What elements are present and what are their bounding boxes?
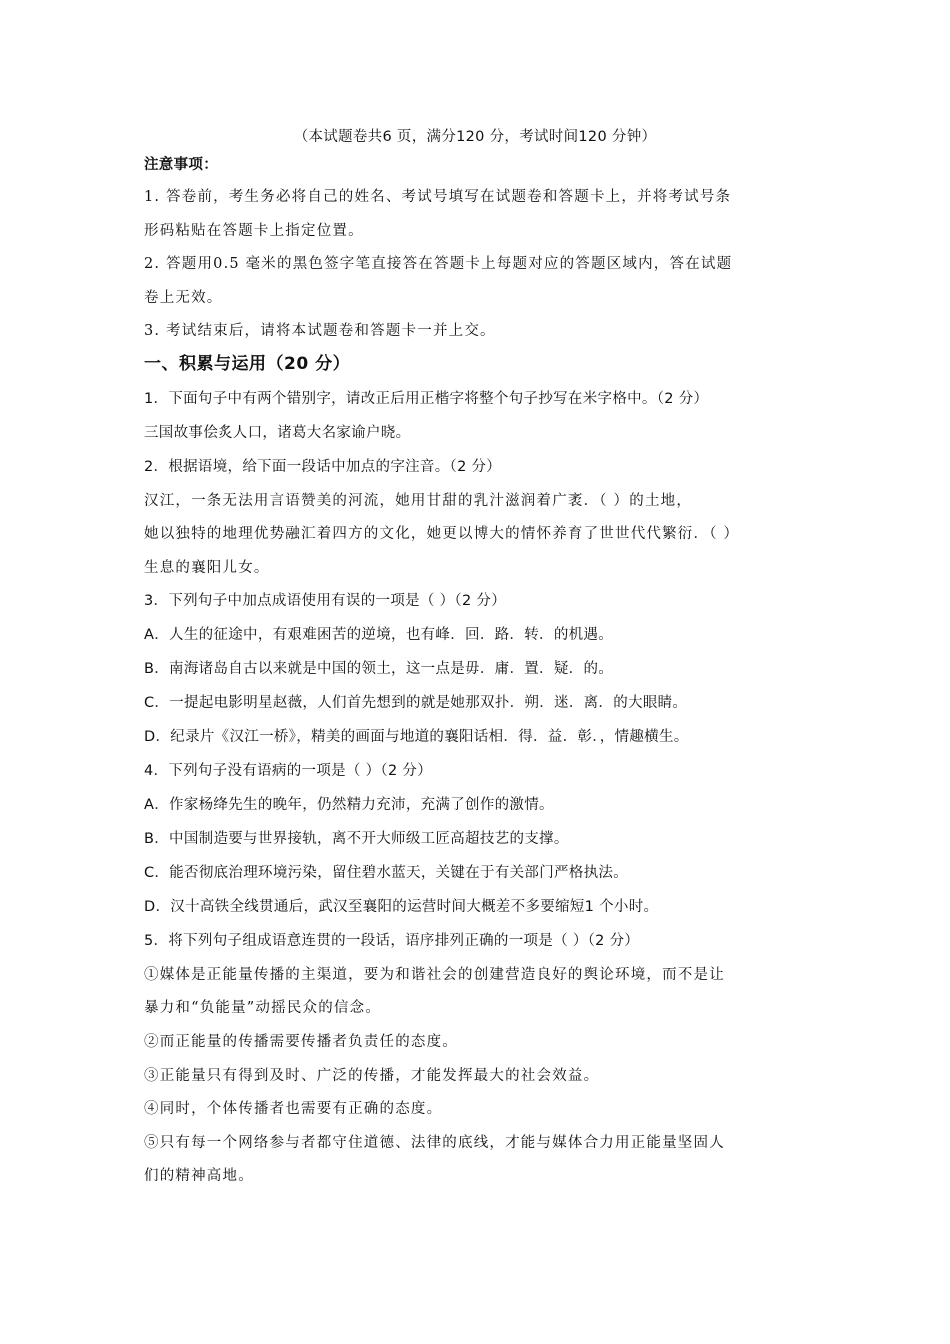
question-3-option-a: A．人生的征途中，有艰难困苦的逆境，也有峰．回．路．转．的机遇。	[144, 627, 614, 643]
question-4-option-d: D．汉十高铁全线贯通后，武汉至襄阳的运营时间大概差不多要缩短1 个小时。	[144, 899, 659, 915]
question-3-option-b: B．南海诸岛自古以来就是中国的领土，这一点是毋．庸．置．疑．的。	[144, 661, 614, 677]
question-5-line: ③正能量只有得到及时、广泛的传播，才能发挥最大的社会效益。	[144, 1068, 600, 1084]
notice-line: 1. 答卷前，考生务必将自己的姓名、考试号填写在试题卷和答题卡上，并将考试号条	[144, 189, 732, 205]
question-3-option-c: C．一提起电影明星赵薇，人们首先想到的就是她那双扑．朔．迷．离．的大眼睛。	[144, 695, 688, 711]
question-5-line: ①媒体是正能量传播的主渠道，要为和谐社会的创建营造良好的舆论环境，而不是让	[144, 967, 725, 983]
question-5-prompt: 5．将下列句子组成语意连贯的一段话，语序排列正确的一项是（ ）（2 分）	[144, 933, 640, 949]
question-1-text: 三国故事侩炙人口，诸葛大名家谕户晓。	[144, 425, 411, 441]
question-3-prompt: 3．下列句子中加点成语使用有误的一项是（ ）（2 分）	[144, 593, 507, 609]
question-2-prompt: 2．根据语境，给下面一段话中加点的字注音。（2 分）	[144, 459, 502, 475]
question-5-line: 们的精神高地。	[144, 1168, 254, 1184]
question-5-line: 暴力和“负能量”动摇民众的信念。	[144, 1000, 382, 1016]
question-4-option-b: B．中国制造要与世界接轨，离不开大师级工匠高超技艺的支撑。	[144, 831, 569, 847]
question-2-line: 生息的襄阳儿女。	[144, 560, 270, 576]
exam-subtitle: （本试题卷共6 页，满分120 分，考试时间120 分钟）	[293, 129, 657, 145]
question-4-prompt: 4．下列句子没有语病的一项是（ ）（2 分）	[144, 763, 433, 779]
question-2-line: 汉江，一条无法用言语赞美的河流，她用甘甜的乳汁滋润着广袤．（ ）的土地，	[144, 493, 693, 509]
question-4-option-a: A．作家杨绛先生的晚年，仍然精力充沛，充满了创作的激情。	[144, 797, 554, 813]
question-3-option-d: D．纪录片《汉江一桥》，精美的画面与地道的襄阳话相．得．益．彰．，情趣横生。	[144, 729, 689, 745]
notice-title: 注意事项：	[144, 157, 218, 173]
question-4-option-c: C．能否彻底治理环境污染，留住碧水蓝天，关键在于有关部门严格执法。	[144, 865, 629, 881]
question-5-line: ②而正能量的传播需要传播者负责任的态度。	[144, 1034, 458, 1050]
notice-line: 3. 考试结束后，请将本试题卷和答题卡一并上交。	[144, 323, 496, 339]
question-1-prompt: 1．下面句子中有两个错别字，请改正后用正楷字将整个句子抄写在米字格中。（2 分）	[144, 391, 709, 407]
notice-line: 2. 答题用0.5 毫米的黑色签字笔直接答在答题卡上每题对应的答题区域内，答在试题	[144, 256, 733, 272]
section-heading: 一、积累与运用（20 分）	[144, 354, 351, 374]
question-5-line: ⑤只有每一个网络参与者都守住道德、法律的底线，才能与媒体合力用正能量坚固人	[144, 1135, 725, 1151]
notice-line: 形码粘贴在答题卡上指定位置。	[144, 223, 364, 239]
notice-line: 卷上无效。	[144, 290, 223, 306]
question-5-line: ④同时，个体传播者也需要有正确的态度。	[144, 1101, 443, 1117]
question-2-line: 她以独特的地理优势融汇着四方的文化，她更以博大的情怀养育了世世代代繁衍．（ ）	[144, 526, 740, 542]
